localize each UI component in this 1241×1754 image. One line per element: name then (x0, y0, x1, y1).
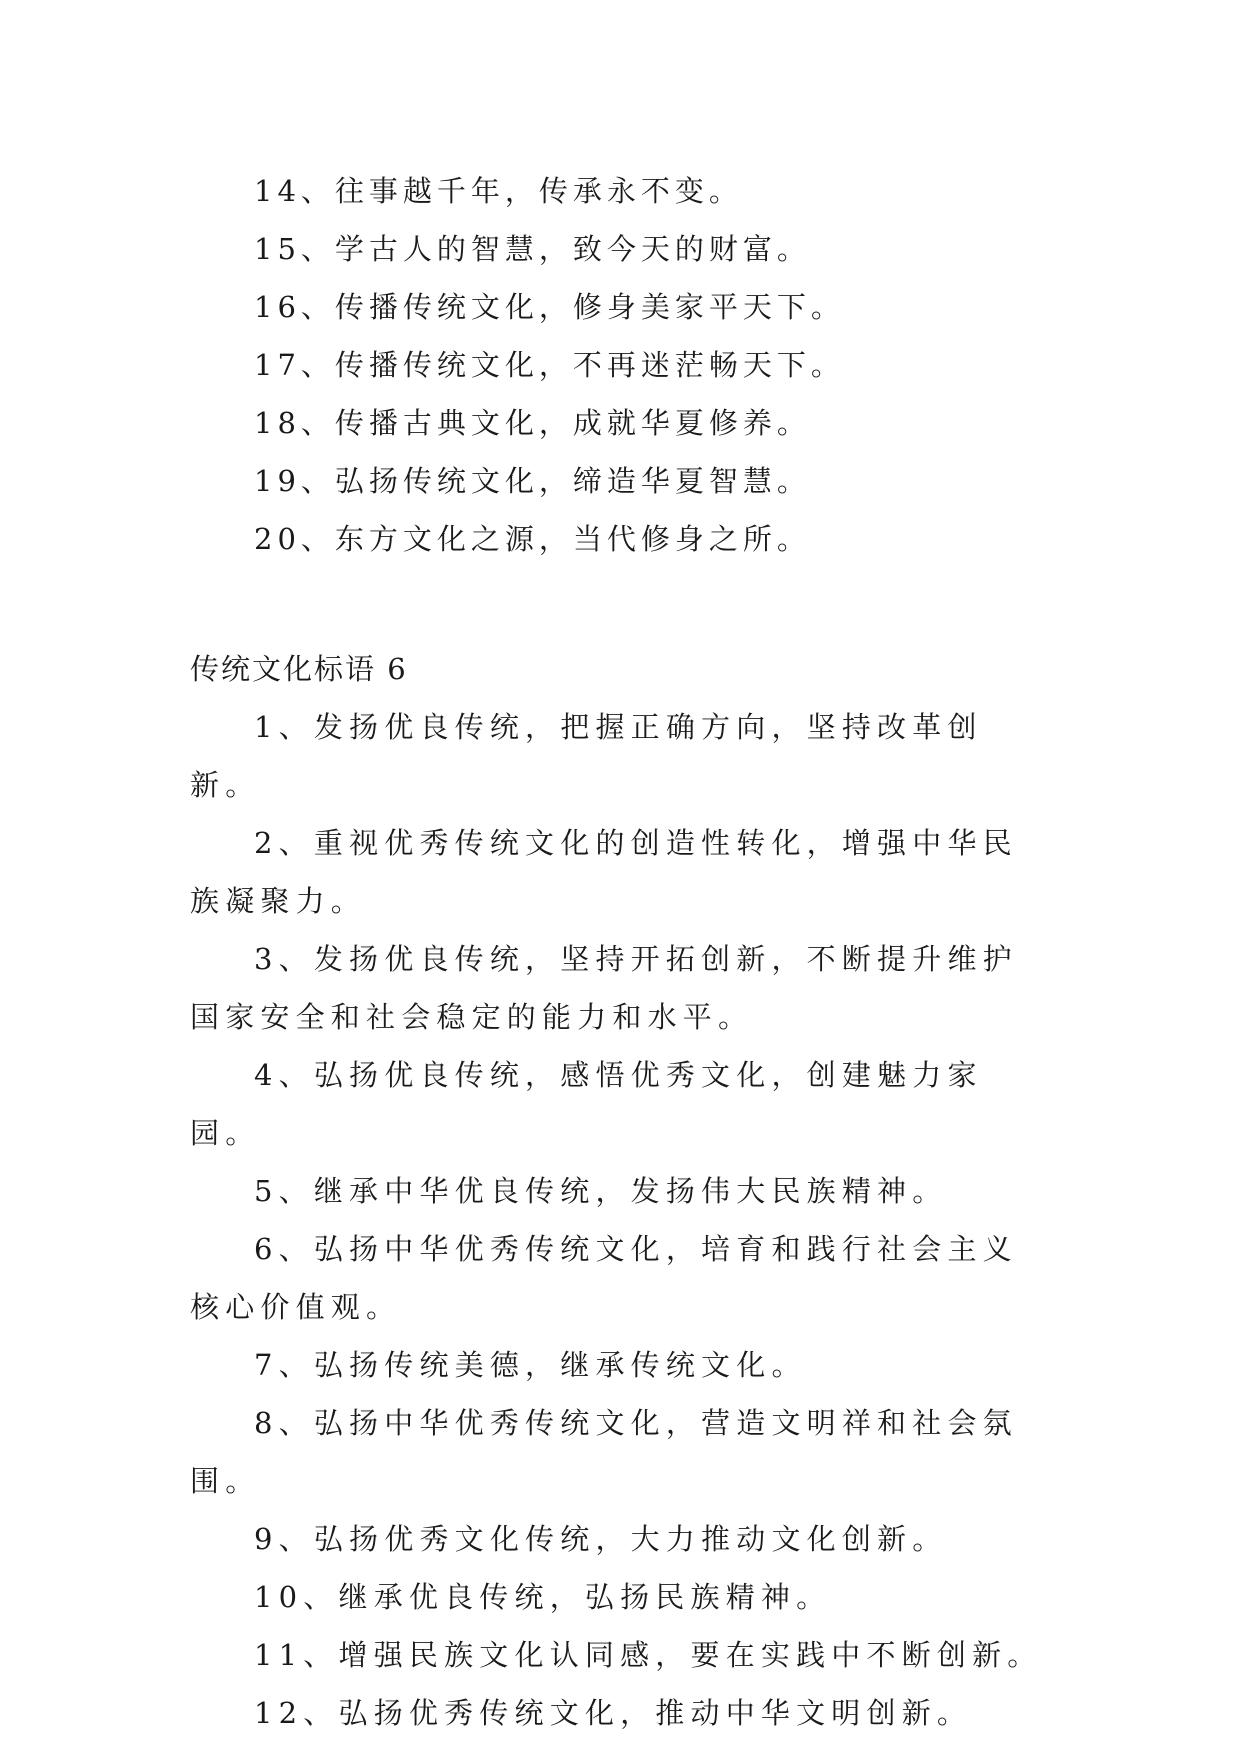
list-item: 2、重视优秀传统文化的创造性转化，增强中华民族凝聚力。 (190, 826, 1018, 918)
list-item: 20、东方文化之源，当代修身之所。 (254, 522, 811, 556)
list-item: 16、传播传统文化，修身美家平天下。 (254, 290, 845, 324)
slogan-list (190, 698, 1050, 1742)
list-item: 18、传播古典文化，成就华夏修养。 (254, 406, 811, 440)
list-item: 4、弘扬优良传统，感悟优秀文化，创建魅力家园。 (190, 1058, 983, 1150)
list-item: 5、继承中华优良传统，发扬伟大民族精神。 (254, 1174, 948, 1208)
slogan-list-continued (190, 162, 1050, 568)
list-item: 14、往事越千年，传承永不变。 (254, 174, 743, 208)
list-item: 8、弘扬中华优秀传统文化，营造文明祥和社会氛围。 (190, 1406, 1018, 1498)
list-item: 17、传播传统文化，不再迷茫畅天下。 (254, 348, 845, 382)
list-item: 7、弘扬传统美德，继承传统文化。 (254, 1348, 807, 1382)
list-item: 10、继承优良传统，弘扬民族精神。 (254, 1580, 832, 1614)
list-item: 1、发扬优良传统，把握正确方向，坚持改革创新。 (190, 710, 983, 802)
section-gap (190, 568, 1050, 640)
list-item: 6、弘扬中华优秀传统文化，培育和践行社会主义核心价值观。 (190, 1232, 1018, 1324)
list-item: 9、弘扬优秀文化传统，大力推动文化创新。 (254, 1522, 948, 1556)
list-item: 12、弘扬优秀传统文化，推动中华文明创新。 (254, 1696, 973, 1730)
list-item: 3、发扬优良传统，坚持开拓创新，不断提升维护国家安全和社会稳定的能力和水平。 (190, 942, 1018, 1034)
section-heading: 传统文化标语 6 (190, 652, 408, 686)
list-item: 19、弘扬传统文化，缔造华夏智慧。 (254, 464, 811, 498)
document-body (190, 162, 1050, 1742)
list-item: 11、增强民族文化认同感，要在实践中不断创新。 (254, 1638, 1043, 1672)
list-item: 15、学古人的智慧，致今天的财富。 (254, 232, 811, 266)
